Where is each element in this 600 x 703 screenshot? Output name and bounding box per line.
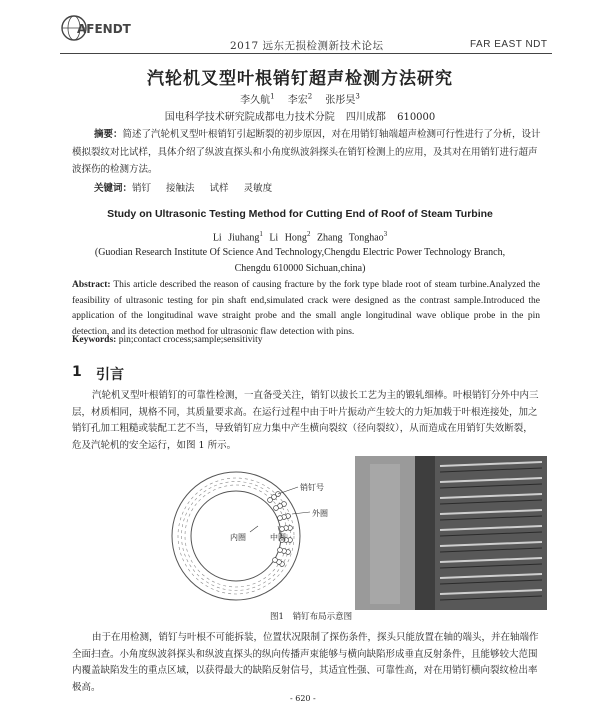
label-outer-ring: 外圈 bbox=[312, 509, 328, 518]
affiliation-cn: 国电科学技术研究院成都电力技术分院 四川成都 610000 bbox=[164, 112, 436, 123]
figure-1-graphics bbox=[170, 454, 550, 612]
abstract-text-cn: 简述了汽轮机叉型叶根销钉引起断裂的初步原因，对在用销钉轴端超声检测可行性进行了分析，设计模拟裂纹对比试样，具体介绍了纵波直探头和小角度纵波斜探头在销钉检测上的应用，及其对在用销钉进行超声波探伤的检测方法。 bbox=[72, 129, 541, 175]
label-pin-number: 销钉号 bbox=[300, 483, 324, 492]
abstract-label-en: Abstract: bbox=[72, 280, 111, 290]
author-1-sup: 1 bbox=[270, 92, 275, 101]
author-1-en: Li Jiuhang bbox=[212, 232, 260, 244]
label-inner-ring: 内圈 bbox=[230, 533, 246, 542]
author-2-cn: 李宏 bbox=[287, 95, 308, 106]
affiliation-en-line-1: (Guodian Research Institute Of Science And Technology,Chengdu Electric Power Technology Branch, bbox=[94, 247, 506, 258]
author-1-cn: 李久航 bbox=[240, 95, 271, 106]
figure-1 bbox=[170, 454, 550, 612]
author-3-cn: 张彤昊 bbox=[325, 95, 356, 106]
figure-1-caption bbox=[270, 610, 352, 622]
abstract-label-cn: 摘要： bbox=[94, 129, 123, 140]
page-number: - 620 - bbox=[290, 694, 316, 703]
forum-logo bbox=[60, 14, 136, 42]
logo-text: AFENDT bbox=[77, 22, 131, 36]
blade-root-photo bbox=[355, 456, 547, 610]
pin-layout-diagram bbox=[172, 472, 328, 600]
author-2-sup: 2 bbox=[307, 92, 313, 101]
keywords-text-cn: 销钉 接触法 试样 灵敏度 bbox=[132, 183, 273, 194]
keywords-en bbox=[72, 335, 540, 345]
header-rule bbox=[60, 53, 552, 54]
authors-cn bbox=[0, 91, 600, 106]
header-journal-name: FAR EAST NDT bbox=[470, 39, 548, 50]
authors-en: Li Jiuhang$^1$ Li Hong$^2$ Zhang Tonghao$^3$ bbox=[212, 230, 388, 244]
section-title: 引言 bbox=[96, 367, 124, 383]
author-2-en: Li Hong bbox=[269, 232, 307, 244]
author-3-sup: 3 bbox=[355, 92, 360, 101]
affiliation-en-line-2: Chengdu 610000 Sichuan,china) bbox=[234, 263, 366, 274]
abstract-text-en: This article described the reason of causing fracture by the fork type blade root of steam turbine.Analyzed the feasibility of ultrasonic testing for pin shaft end,simulated crack were designed as the contrast sample.Introduced the application of the longitudinal wave straight probe and the small angle longitudinal wave oblique probe in the pin detection, and its detection method for ultrasonic flaw detection with pins. bbox=[72, 280, 540, 337]
paper-title-cn: 汽轮机叉型叶根销钉超声检测方法研究 bbox=[147, 69, 453, 89]
body-paragraph-2: 由于在用检测，销钉与叶根不可能拆装，位置状况限制了探伤条件，探头只能放置在轴的端头，并在轴端作全面扫查。小角度纵波斜探头和纵波直探头的纵向传播声束能够与横向缺陷形成垂直反射条件，且能够较大范围内覆盖缺陷发生的重点区域，以获得最大的缺陷反射信号，其适宜性强、可靠性高，对在用销钉横向裂纹检出率极高。 bbox=[72, 632, 539, 693]
pin-holes bbox=[268, 492, 293, 567]
section-number: 1 bbox=[72, 364, 82, 380]
body-paragraph-1: 汽轮机叉型叶根销钉的可靠性检测，一直备受关注，销钉以拔长工艺为主的锻轧细棒。叶根销钉分外中内三层，材质相同，规格不同，其质量要求高。在运行过程中由于叶片振动产生较大的力矩加载于叶根连接处，加之销钉孔加工粗糙或装配工艺不当，导致销钉应力集中产生横向裂纹（径向裂纹），从而造成在用销钉失效断裂，危及汽轮机的安全运行，如图 1 所示。 bbox=[72, 390, 539, 451]
author-3-en: Zhang Tonghao bbox=[316, 232, 384, 244]
affiliation-en bbox=[60, 245, 540, 277]
paper-title-en: Study on Ultrasonic Testing Method for Cutting End of Roof of Steam Turbine bbox=[107, 208, 493, 220]
keywords-label-cn: 关键词： bbox=[94, 183, 133, 194]
keywords-label-en: Keywords: bbox=[72, 335, 117, 345]
abstract-cn bbox=[72, 126, 542, 179]
abstract-en bbox=[72, 278, 540, 340]
label-middle-ring: 中圈 bbox=[270, 533, 286, 542]
caption-text: 销钉布局示意图 bbox=[292, 612, 353, 622]
header-title: 2017 远东无损检测新技术论坛 bbox=[230, 40, 384, 52]
keywords-cn bbox=[94, 180, 544, 194]
keywords-text-en: pin;contact crocess;sample;sensitivity bbox=[118, 335, 263, 345]
caption-number: 图1 bbox=[270, 612, 284, 622]
